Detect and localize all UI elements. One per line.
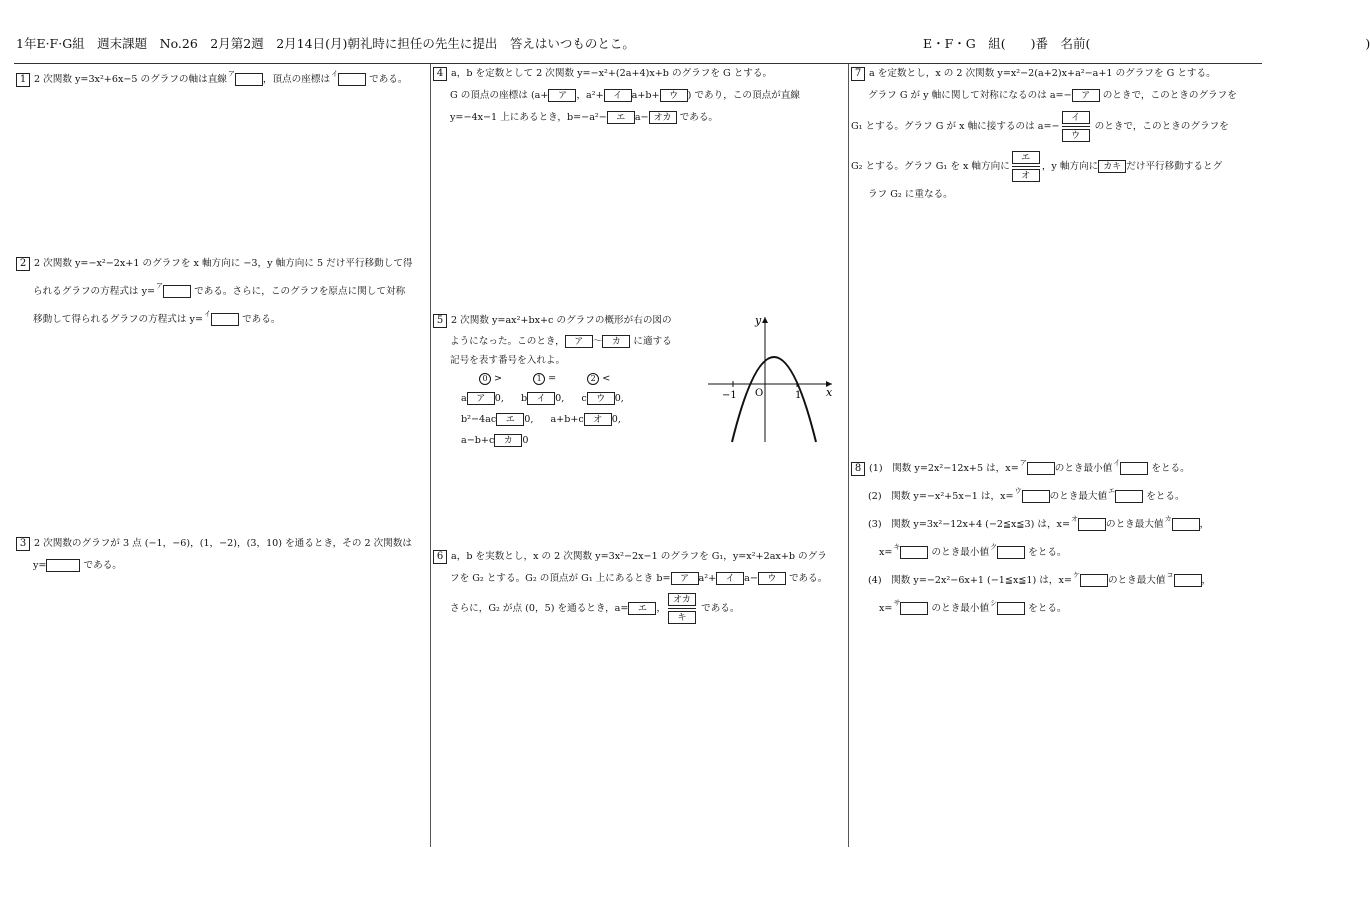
y-axis-label: y: [755, 314, 762, 327]
problem-3: [16, 533, 412, 577]
problem-text: a，b を実数とし，x の 2 次関数 y=3x²−2x−1 のグラフを G₁，y=x²+2ax+b のグラ: [451, 551, 827, 562]
answer-box[interactable]: [1120, 462, 1148, 475]
problem-text: をとる。: [1028, 547, 1067, 558]
problem-text: 関数 y=−2x²−6x+1 (−1≦x≦1) は，x=: [891, 575, 1072, 586]
problem-text: 関数 y=−x²+5x−1 は，x=: [891, 491, 1014, 502]
problem-text: をとる。: [1146, 491, 1185, 502]
problem-text: y=: [33, 560, 47, 571]
choice-symbol: <: [602, 373, 611, 384]
answer-box[interactable]: オカ: [649, 111, 677, 124]
problem-text: a: [461, 393, 467, 404]
answer-fraction: [1062, 111, 1090, 142]
problem-number: 3: [16, 537, 30, 551]
problem-text: である。: [679, 112, 719, 123]
problem-text: G₁ とする。グラフ G が x 軸に接するのは a=−: [851, 121, 1060, 132]
answer-box[interactable]: イ: [716, 572, 744, 585]
answer-box[interactable]: ウ: [587, 392, 615, 405]
problem-text: 2 次関数 y=ax²+bx+c のグラフの概形が右の図の: [451, 315, 672, 326]
answer-fraction: [668, 593, 696, 624]
answer-box[interactable]: イ: [1062, 111, 1090, 124]
answer-box[interactable]: [900, 546, 928, 559]
answer-box[interactable]: オカ: [668, 593, 696, 606]
answer-box[interactable]: カ: [602, 335, 630, 348]
problem-text: のとき最小値: [1054, 463, 1113, 474]
tick-pos-label: 1: [795, 390, 802, 401]
answer-box[interactable]: エ: [628, 602, 656, 615]
tick-neg-label: −1: [722, 390, 737, 401]
problem-text: である。: [788, 573, 828, 584]
answer-box[interactable]: [1078, 518, 1106, 531]
problem-text: 2 次関数のグラフが 3 点 (−1，−6)，(1，−2)，(3，10) を通るとき，その 2 次関数は: [34, 538, 413, 549]
problem-number: 8: [851, 462, 865, 476]
problem-text: 0: [522, 435, 529, 446]
problem-text: 移動して得られるグラフの方程式は y=: [33, 314, 204, 325]
problem-text: 関数 y=3x²−12x+4 (−2≦x≦3) は，x=: [891, 519, 1070, 530]
problem-text: である。: [701, 603, 740, 614]
problem-text: のとき最小値: [931, 547, 990, 558]
problem-7: [851, 63, 1237, 203]
answer-box[interactable]: [1174, 574, 1202, 587]
answer-box[interactable]: [997, 602, 1025, 615]
problem-text: 0,: [524, 414, 534, 425]
answer-label: ク: [990, 543, 998, 551]
answer-box[interactable]: ア: [467, 392, 495, 405]
problem-number: 5: [433, 314, 447, 328]
problem-text: G の頂点の座標は: [450, 90, 528, 101]
problem-text: のときで，このときのグラフを: [1094, 121, 1229, 132]
answer-box[interactable]: [1115, 490, 1143, 503]
problem-number: 4: [433, 67, 447, 81]
answer-box[interactable]: イ: [604, 89, 632, 102]
problem-text: b: [520, 393, 528, 404]
problem-text: 2 次関数 y=3x²+6x−5 のグラフの軸は直線: [34, 74, 227, 85]
problem-text: グラフ G が y 軸に関して対称になるのは a=−: [868, 90, 1072, 101]
answer-box[interactable]: ウ: [758, 572, 786, 585]
sub-label: (2): [868, 491, 882, 502]
parabola-curve: [732, 357, 816, 442]
answer-label: イ: [1113, 459, 1121, 467]
answer-box[interactable]: カキ: [1098, 160, 1126, 173]
answer-label: ア: [227, 70, 235, 78]
problem-text: 0,: [494, 393, 504, 404]
answer-box[interactable]: [1027, 462, 1055, 475]
problem-text: ラフ G₂ に重なる。: [868, 189, 953, 200]
answer-fraction: [1012, 151, 1040, 182]
problem-text: a，b を定数として 2 次関数 y=−x²+(2a+4)x+b のグラフを G とする。: [451, 68, 773, 79]
answer-box[interactable]: [338, 73, 366, 86]
problem-text: G₂ とする。グラフ G₁ を x 軸方向に: [851, 161, 1010, 172]
problem-text: ): [687, 90, 692, 101]
answer-label: ウ: [1014, 487, 1022, 495]
problem-number: 1: [16, 73, 30, 87]
problem-text: 関数 y=2x²−12x+5 は，x=: [892, 463, 1019, 474]
answer-box[interactable]: [1022, 490, 1050, 503]
choice-number: 1: [533, 373, 545, 385]
choice-symbol: >: [494, 373, 503, 384]
answer-box[interactable]: カ: [494, 434, 522, 447]
answer-box[interactable]: [235, 73, 263, 86]
choice-number: 0: [479, 373, 491, 385]
problem-text: a+b+c: [550, 414, 584, 425]
problem-text: a−b+c: [461, 435, 495, 446]
answer-box[interactable]: [46, 559, 80, 572]
answer-box[interactable]: [163, 285, 191, 298]
problem-text: x=: [879, 547, 893, 558]
problem-text: 記号を表す番号を入れよ。: [450, 355, 566, 366]
problem-text: のとき最大値: [1107, 575, 1166, 586]
problem-text: a²+: [698, 573, 717, 584]
problem-2: [16, 253, 413, 331]
answer-label: カ: [1164, 515, 1172, 523]
answer-box[interactable]: エ: [496, 413, 524, 426]
answer-label: シ: [990, 599, 998, 607]
answer-box[interactable]: [997, 546, 1025, 559]
problem-text: b²−4ac: [461, 414, 497, 425]
sub-label: (1): [869, 463, 883, 474]
problem-text: c: [581, 393, 587, 404]
y-axis-arrow: [762, 317, 768, 323]
answer-box[interactable]: イ: [527, 392, 555, 405]
problem-text: 0,: [614, 393, 624, 404]
problem-text: y=−4x−1 上にあるとき，b=−a²−: [450, 112, 607, 123]
problem-text: ようになった。このとき，: [450, 336, 565, 347]
problem-text: のとき最大値: [1106, 519, 1164, 530]
answer-box[interactable]: オ: [1012, 169, 1040, 182]
problem-6: 6 a，b を実数とし，x の 2 次関数 y=3x²−2x−1 のグラフを G₁，y=x²+2ax+b のグラ フを G₂ とする。G₂ の頂点が G₁ 上にあるとき b= ア a²+ イ a− ウ である。 さらに，G₂ が点 (0，5) を通るとき，a= エ ， $\frac{\text{オカ}}{\text{キ}}$ である。: [433, 546, 827, 628]
choice-number: 2: [587, 373, 599, 385]
name-field[interactable]: E・F・G 組( )番 名前( ): [923, 36, 1370, 51]
problem-text: a−: [744, 573, 758, 584]
problem-text: のとき最小値: [931, 603, 990, 614]
answer-label: エ: [1108, 487, 1116, 495]
answer-box[interactable]: エ: [1012, 151, 1040, 164]
row-1: [433, 388, 672, 409]
row-2: [433, 409, 672, 430]
answer-box[interactable]: [1080, 574, 1108, 587]
answer-label: サ: [893, 599, 901, 607]
answer-box[interactable]: キ: [668, 611, 696, 624]
problem-4: [433, 63, 800, 129]
sub-label: (3): [868, 519, 882, 530]
problem-text: である。: [369, 74, 408, 85]
problem-number: 6: [433, 550, 447, 564]
problem-text: である。: [242, 314, 281, 325]
answer-label: イ: [331, 70, 339, 78]
parabola-graph: [700, 312, 840, 447]
problem-text: である。さらに，このグラフを原点に関して対称: [194, 286, 406, 297]
origin-label: O: [755, 388, 764, 399]
answer-box[interactable]: ウ: [1062, 129, 1090, 142]
problem-text: さらに，G₂ が点 (0，5) を通るとき，a=: [450, 603, 629, 614]
problem-text: に適する: [633, 336, 672, 347]
problem-8: [851, 452, 1211, 620]
problem-text: だけ平行移動するとグ: [1126, 161, 1223, 172]
problem-text: ，y 軸方向に: [1041, 161, 1099, 172]
answer-label: ア: [156, 282, 164, 290]
problem-1: [16, 63, 408, 91]
problem-text: 0,: [555, 393, 565, 404]
problem-text: をとる。: [1151, 463, 1190, 474]
answer-box[interactable]: オ: [584, 413, 612, 426]
answer-label: イ: [204, 310, 212, 318]
problem-text: a−: [634, 112, 649, 123]
problem-text: ～: [592, 336, 603, 347]
answer-box[interactable]: エ: [607, 111, 635, 124]
answer-box[interactable]: ア: [565, 335, 593, 348]
sub-label: (4): [868, 575, 882, 586]
problem-text: a+b+: [631, 90, 660, 101]
problem-text: (a+: [530, 90, 549, 101]
choice-symbol: =: [548, 373, 557, 384]
problem-text: ，: [1199, 519, 1210, 530]
answer-box[interactable]: ア: [671, 572, 699, 585]
problem-text: のときで，このときのグラフを: [1102, 90, 1237, 101]
problem-text: をとる。: [1028, 603, 1067, 614]
problem-text: 0,: [611, 414, 621, 425]
answer-box[interactable]: [1172, 518, 1200, 531]
answer-label: コ: [1166, 571, 1174, 579]
problem-number: 7: [851, 67, 865, 81]
problem-text: られるグラフの方程式は y=: [33, 286, 156, 297]
problem-text: x=: [879, 603, 893, 614]
problem-text: であり，この頂点が直線: [694, 90, 800, 101]
worksheet-title: 1年E·F·G組 週末課題 No.26 2月第2週 2月14日(月)朝礼時に担任の先生に提出 答えはいつものとこ。: [16, 36, 635, 51]
answer-box[interactable]: ア: [548, 89, 576, 102]
answer-label: ア: [1019, 459, 1027, 467]
problem-text: ，: [1201, 575, 1212, 586]
problem-text: ，頂点の座標は: [262, 74, 331, 85]
column-divider-1: [430, 64, 431, 847]
answer-label: キ: [893, 543, 901, 551]
answer-box[interactable]: ア: [1072, 89, 1100, 102]
problem-text: a を定数とし，x の 2 次関数 y=x²−2(a+2)x+a²−a+1 のグラフを G とする。: [869, 68, 1216, 79]
answer-box[interactable]: [900, 602, 928, 615]
problem-5: [433, 310, 672, 451]
answer-label: オ: [1071, 515, 1078, 523]
problem-text: である。: [83, 560, 122, 571]
problem-text: 2 次関数 y=−x²−2x+1 のグラフを x 軸方向に −3，y 軸方向に 5 だけ平行移動して得: [34, 258, 413, 269]
choice-legend: [433, 370, 672, 388]
column-divider-2: [848, 64, 849, 847]
problem-text: フを G₂ とする。G₂ の頂点が G₁ 上にあるとき b=: [450, 573, 671, 584]
problem-text: ，a²+: [576, 90, 604, 101]
x-axis-label: x: [826, 386, 833, 399]
problem-text: のとき最大値: [1049, 491, 1108, 502]
problem-number: 2: [16, 257, 30, 271]
row-3: [433, 430, 672, 451]
answer-box[interactable]: [211, 313, 239, 326]
answer-label: ケ: [1072, 571, 1080, 579]
answer-box[interactable]: ウ: [660, 89, 688, 102]
